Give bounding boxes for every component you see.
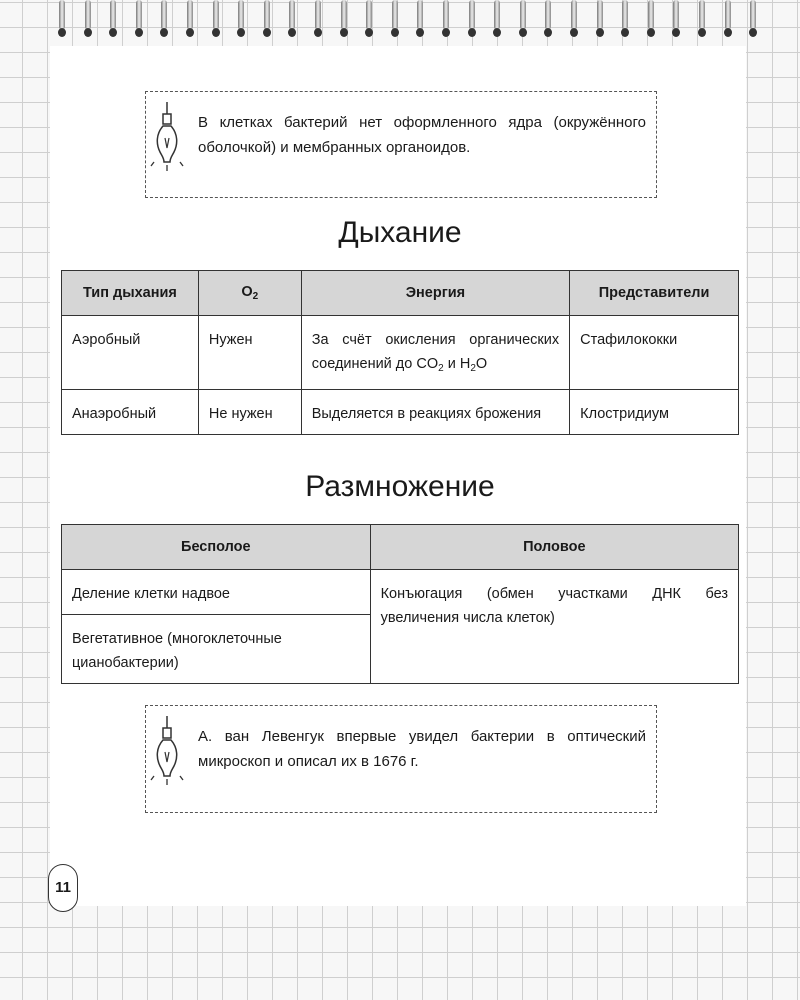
cell-asexual: Деление клетки надвое <box>62 570 371 615</box>
section-title-reproduction: Размножение <box>305 470 495 503</box>
spiral-ring <box>391 0 399 40</box>
spiral-binding <box>0 0 800 48</box>
spiral-ring <box>237 0 245 40</box>
header-o2: $O_2$ <box>198 271 301 316</box>
spiral-ring <box>212 0 220 40</box>
spiral-ring <box>442 0 450 40</box>
cell-sexual: Конъюгация (обмен участками ДНК без увеличения числа клеток) <box>370 570 738 684</box>
cell-energy: Выделяется в реакциях брожения <box>301 390 569 435</box>
header-representatives: Представители <box>570 271 739 316</box>
spiral-ring <box>749 0 757 40</box>
spiral-ring <box>109 0 117 40</box>
spiral-ring <box>570 0 578 40</box>
spiral-ring <box>263 0 271 40</box>
spiral-ring <box>84 0 92 40</box>
spiral-ring <box>621 0 629 40</box>
spiral-ring <box>724 0 732 40</box>
header-sexual: Половое <box>370 525 738 570</box>
info-note <box>145 705 657 813</box>
cell-o2: Не нужен <box>198 390 301 435</box>
spiral-ring <box>186 0 194 40</box>
cell-energy: За счёт окисления органических соединений до $CO_2$ и $H_2O$ <box>301 316 569 390</box>
spiral-ring <box>340 0 348 40</box>
spiral-ring <box>519 0 527 40</box>
cell-type: Аэробный <box>62 316 199 390</box>
note-text: А. ван Левенгук впервые увидел бактерии в оптический микроскоп и описал их в 1676 г. <box>198 728 646 770</box>
spiral-ring <box>288 0 296 40</box>
info-note <box>145 91 657 198</box>
header-type: Тип дыхания <box>62 271 199 316</box>
header-energy: Энергия <box>301 271 569 316</box>
cell-type: Анаэробный <box>62 390 199 435</box>
cell-representatives: Клостридиум <box>570 390 739 435</box>
lightbulb-icon <box>150 716 184 786</box>
cell-o2: Нужен <box>198 316 301 390</box>
table-row <box>62 316 739 390</box>
spiral-ring <box>493 0 501 40</box>
header-asexual: Бесполое <box>62 525 371 570</box>
reproduction-table <box>61 524 739 684</box>
spiral-ring <box>468 0 476 40</box>
note-text: В клетках бактерий нет оформленного ядра (окружённого оболочкой) и мембранных органоидов. <box>198 114 646 156</box>
spiral-ring <box>596 0 604 40</box>
respiration-table <box>61 270 739 435</box>
table-header-row <box>62 271 739 316</box>
spiral-ring <box>647 0 655 40</box>
spiral-ring <box>672 0 680 40</box>
cell-asexual: Вегетативное (многоклеточные цианобактерии) <box>62 615 371 684</box>
spiral-ring <box>314 0 322 40</box>
spiral-ring <box>698 0 706 40</box>
lightbulb-icon <box>150 102 184 172</box>
table-row <box>62 570 739 615</box>
table-header-row <box>62 525 739 570</box>
page-number: 11 <box>48 864 78 912</box>
spiral-ring <box>160 0 168 40</box>
spiral-ring <box>416 0 424 40</box>
section-title-respiration: Дыхание <box>338 216 462 249</box>
spiral-ring <box>544 0 552 40</box>
spiral-ring <box>365 0 373 40</box>
spiral-ring <box>135 0 143 40</box>
spiral-ring <box>58 0 66 40</box>
table-row <box>62 390 739 435</box>
cell-representatives: Стафилококки <box>570 316 739 390</box>
